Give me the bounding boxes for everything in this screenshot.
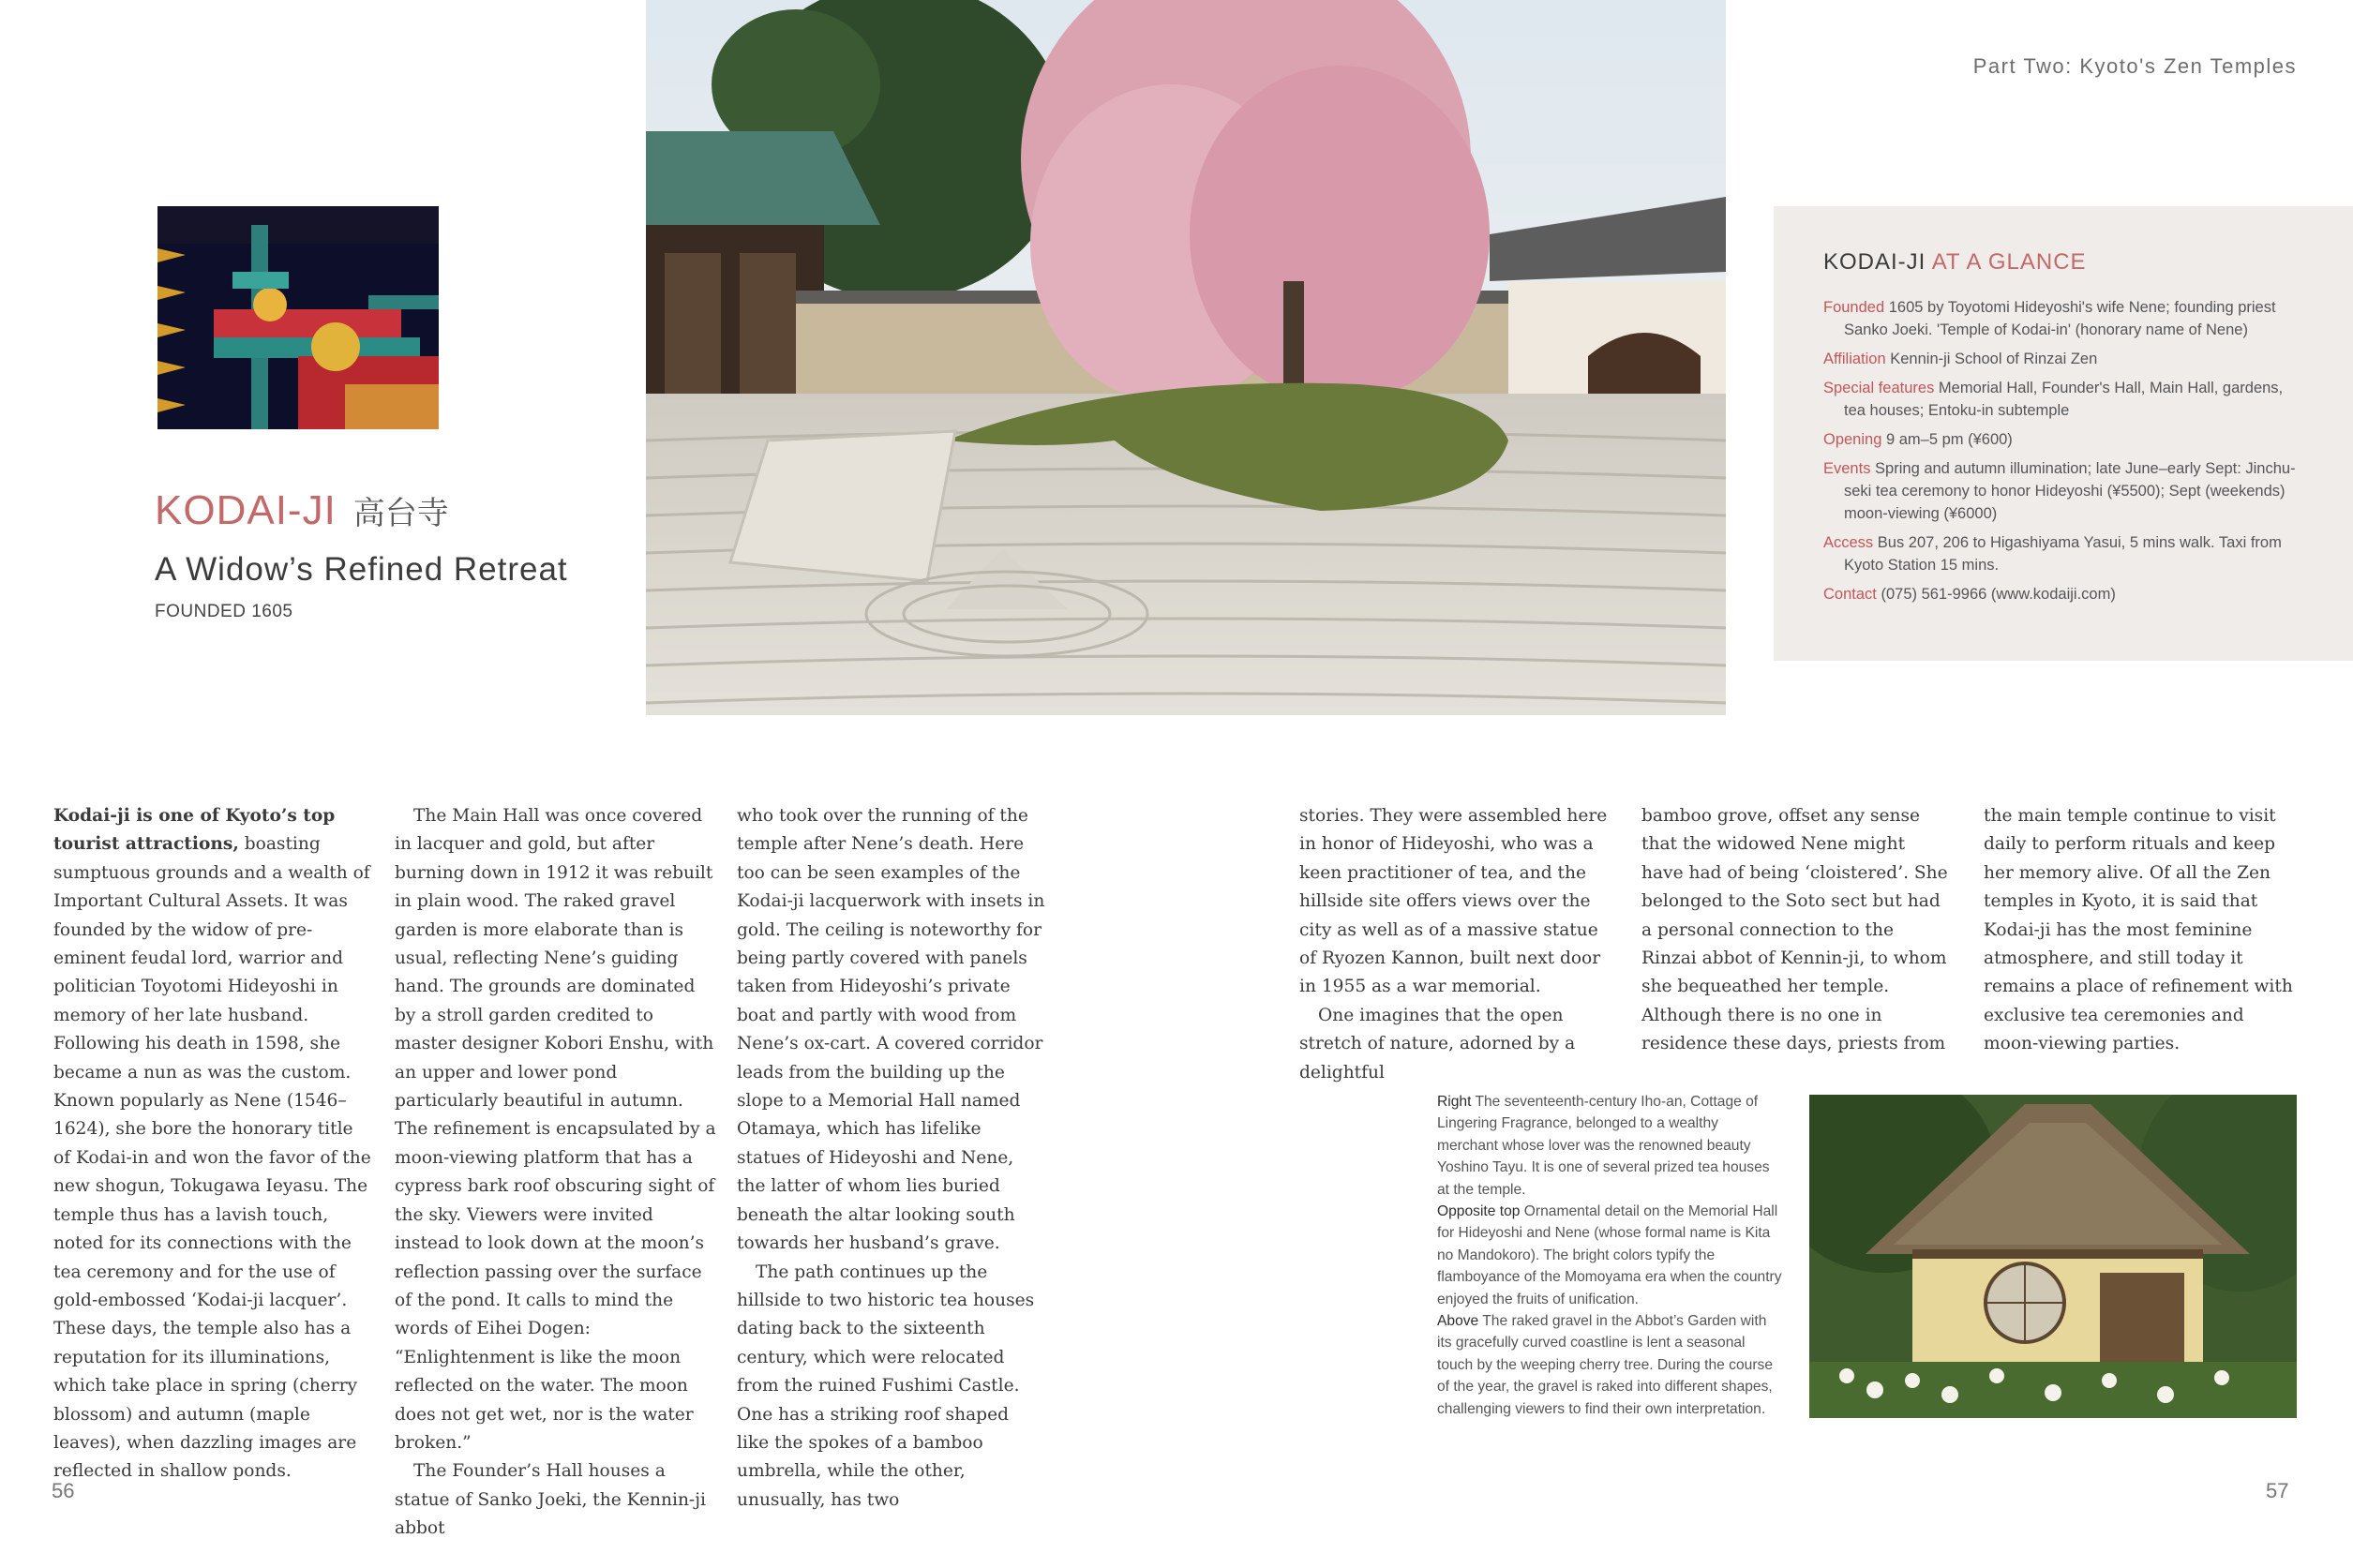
- title-japanese: 高台寺: [352, 495, 449, 532]
- article-subtitle: A Widow’s Refined Retreat: [155, 551, 568, 588]
- paragraph-text: boasting sumptuous grounds and a wealth of Important Cultural Assets. It was founded by the widow of pre-eminent feudal lord, warrior and politician Toyotomi Hideyoshi in memory of her late husband. Following his death in 1598, she became a nun as was the custom. Known popularly as Nene (1546–1624), she bore the honorary title of Kodai-in and won the favor of the new shogun, Tokugawa Ieyasu. The temple thus has a lavish touch, noted for its connections with the tea ceremony and for the use of gold-embossed ‘Kodai-ji lacquer’. These days, the temple also has a reputation for its illuminations, which take place in spring (cherry blossom) and autumn (maple leaves), when dazzling images are reflected in shallow ponds.: [53, 834, 371, 1482]
- body-column-6: [1984, 802, 2302, 1059]
- body-paragraph: The Founder’s Hall houses a statue of Sanko Joeki, the Kennin-ji abbot: [395, 1461, 706, 1539]
- glance-label: Founded: [1823, 299, 1885, 316]
- glance-heading-main: KODAI-JI: [1823, 249, 1926, 275]
- caption-opposite-top: [1437, 1201, 1782, 1310]
- page-number-left: 56: [52, 1479, 75, 1502]
- ornament-detail-photo: [157, 206, 439, 429]
- caption-label: Above: [1437, 1313, 1479, 1330]
- glance-text: 9 am–5 pm (¥600): [1885, 431, 2013, 448]
- body-paragraph: The Main Hall was once covered in lacquer and gold, but after burning down in 1912 it was rebuilt in plain wood. The raked gravel garden is more elaborate than is usual, reflecting Nene’s guiding hand. The grounds are dominated by a stroll garden credited to master designer Kobori Enshu, with an upper and lower pond particularly beautiful in autumn. The refinement is encapsulated by a moon-viewing platform that has a cypress bark roof obscuring sight of the sky. Viewers were invited instead to look down at the moon’s reflection passing over the surface of the pond. It calls to mind the words of Eihei Dogen: “Enlightenment is like the moon reflected on the water. The moon does not get wet, nor is the water broken.”: [395, 806, 716, 1453]
- body-paragraph: bamboo grove, offset any sense that the widowed Nene might have had of being ‘cloistered’. She belonged to the Soto sect but had a personal connection to the Rinzai abbot of Kennin-ji, to whom she bequeathed her temple. Although there is no one in residence these days, priests from: [1641, 806, 1948, 1054]
- body-column-4: [1299, 802, 1618, 1087]
- caption-text: The raked gravel in the Abbot’s Garden with its gracefully curved coastline is lent a seasonal touch by the weeping cherry tree. During the course of the year, the gravel is raked into different shapes, challenging viewers to find their own interpretation.: [1437, 1313, 1773, 1417]
- body-paragraph: the main temple continue to visit daily to perform rituals and keep her memory alive. Of all the Zen temples in Kyoto, it is said that Kodai-ji has the most feminine atmosphere, and still today it remains a place of refinement with exclusive tea ceremonies and moon-viewing parties.: [1984, 806, 2293, 1054]
- title-english: KODAI-JI: [155, 487, 337, 533]
- glance-label: Opening: [1823, 431, 1882, 448]
- body-paragraph: stories. They were assembled here in honor of Hideyoshi, who was a keen practitioner of tea, and the hillside site offers views over the city as well as of a massive statue of Ryozen Kannon, built next door in 1955 as a war memorial.: [1299, 806, 1608, 997]
- glance-text: Spring and autumn illumination; late June–early Sept: Jinchu-seki tea ceremony to honor Hideyoshi (¥5500); Sept (weekends) moon-viewing (¥6000): [1844, 460, 2296, 522]
- glance-label: Contact: [1823, 586, 1877, 603]
- glance-label: Affiliation: [1823, 351, 1886, 367]
- glance-entry-founded: [1823, 296, 2301, 341]
- body-paragraph: The path continues up the hillside to two historic tea houses dating back to the sixteenth century, which were relocated from the ruined Fushimi Castle. One has a striking roof shaped like the spokes of a bamboo umbrella, while the other, unusually, has two: [737, 1262, 1035, 1510]
- caption-label: Right: [1437, 1094, 1472, 1110]
- glance-text: 1605 by Toyotomi Hideyoshi's wife Nene; founding priest Sanko Joeki. 'Temple of Kodai-in' (honorary name of Nene): [1844, 299, 2276, 338]
- running-head: Part Two: Kyoto's Zen Temples: [1972, 54, 2297, 78]
- body-column-1: [53, 802, 372, 1486]
- caption-label: Opposite top: [1437, 1203, 1521, 1220]
- body-paragraph: One imagines that the open stretch of nature, adorned by a delightful: [1299, 1005, 1576, 1083]
- body-column-3: [737, 802, 1046, 1515]
- glance-text: (075) 561-9966 (www.kodaiji.com): [1881, 586, 2116, 603]
- glance-entry-affiliation: [1823, 348, 2301, 370]
- at-a-glance-panel: [1774, 206, 2353, 661]
- body-column-5: [1641, 802, 1951, 1059]
- body-paragraph: [53, 802, 372, 1486]
- body-column-2: [395, 802, 718, 1544]
- glance-label: Special features: [1823, 380, 1935, 396]
- glance-heading: [1823, 249, 2301, 276]
- glance-entry-access: [1823, 531, 2301, 576]
- glance-entry-contact: [1823, 583, 2301, 605]
- caption-text: Ornamental detail on the Memorial Hall for Hideyoshi and Nene (whose formal name is Kita no Mandokoro). The bright colors typify the flamboyance of the Momoyama era when the country enjoyed the fruits of unification.: [1437, 1203, 1782, 1307]
- garden-photo: [646, 0, 1726, 715]
- caption-above: [1437, 1310, 1782, 1420]
- glance-text: Memorial Hall, Founder's Hall, Main Hall, gardens, tea houses; Entoku-in subtemple: [1844, 380, 2284, 419]
- glance-text: Kennin-ji School of Rinzai Zen: [1890, 351, 2098, 367]
- glance-entry-special-features: [1823, 377, 2301, 422]
- photo-captions: [1437, 1091, 1782, 1420]
- glance-text: Bus 207, 206 to Higashiyama Yasui, 5 mins walk. Taxi from Kyoto Station 15 mins.: [1844, 534, 2282, 574]
- article-title: [155, 487, 449, 534]
- glance-heading-accent: AT A GLANCE: [1931, 249, 2087, 275]
- glance-entry-opening: [1823, 428, 2301, 451]
- caption-text: The seventeenth-century Iho-an, Cottage of Lingering Fragrance, belonged to a wealthy merchant whose lover was the renowned beauty Yoshino Tayu. It is one of several prized tea houses at the temple.: [1437, 1094, 1770, 1198]
- page-number-right: 57: [2266, 1479, 2289, 1502]
- glance-entry-events: [1823, 457, 2301, 525]
- body-paragraph: who took over the running of the temple after Nene’s death. Here too can be seen examples of the Kodai-ji lacquerwork with insets in gold. The ceiling is noteworthy for being partly covered with panels taken from Hideyoshi’s private boat and partly with wood from Nene’s ox-cart. A covered corridor leads from the building up the slope to a Memorial Hall named Otamaya, which has lifelike statues of Hideyoshi and Nene, the latter of whom lies buried beneath the altar looking south towards her husband’s grave.: [737, 806, 1045, 1254]
- lead-in: Kodai-ji is one of Kyoto’s top tourist attractions,: [53, 806, 336, 855]
- founded-label: FOUNDED 1605: [155, 602, 293, 621]
- glance-label: Events: [1823, 460, 1871, 477]
- glance-label: Access: [1823, 534, 1874, 551]
- tea-house-photo: [1809, 1095, 2297, 1418]
- caption-right: [1437, 1091, 1782, 1201]
